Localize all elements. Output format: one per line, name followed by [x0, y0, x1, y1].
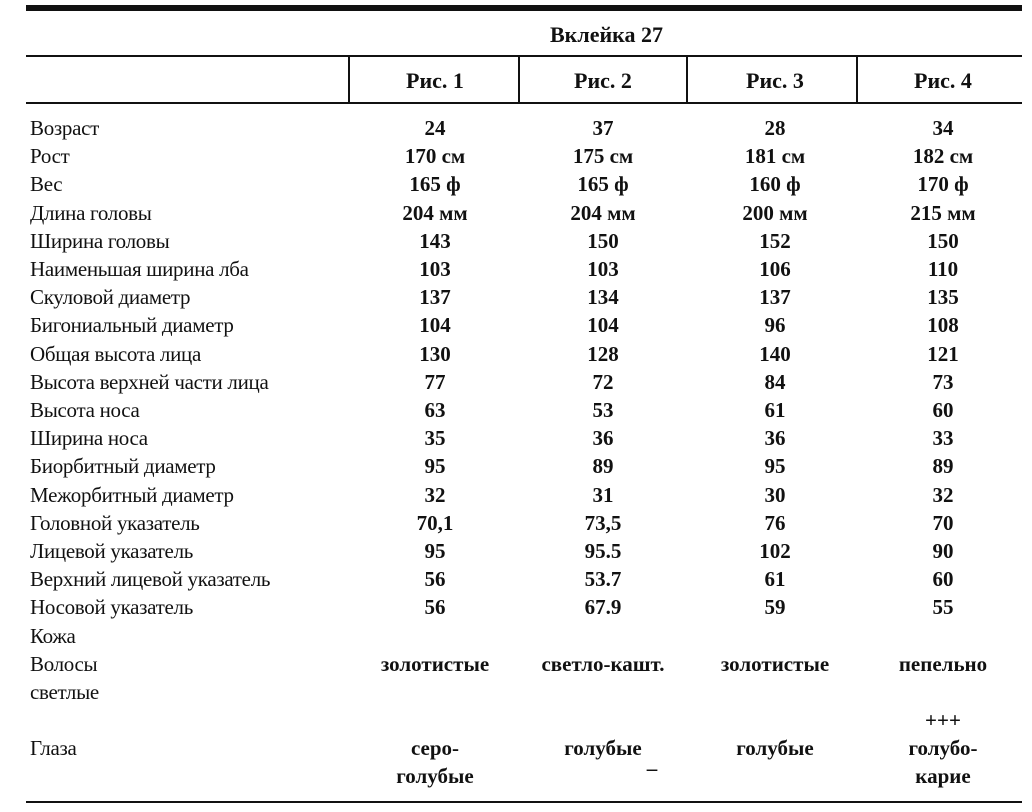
cell-value: 140 [759, 342, 791, 366]
cell-value: 36 [764, 426, 786, 450]
column-header-4: Рис. 4 [914, 68, 972, 93]
cell-value: 181 см [744, 144, 806, 168]
cell-value: 53 [592, 398, 614, 422]
cell-value: 70 [932, 511, 954, 535]
cell-value: 128 [587, 342, 619, 366]
cell-value: 204 мм [570, 201, 636, 225]
row-label: Носовой указатель [30, 595, 194, 619]
cell-value: 104 [587, 313, 619, 337]
dash-mark: – [646, 756, 658, 780]
cell-value: 56 [424, 595, 446, 619]
row-label: Ширина носа [30, 426, 148, 450]
row-label: Лицевой указатель [30, 539, 194, 563]
cell-value: светло-кашт. [541, 652, 665, 676]
cell-value: 73 [932, 370, 954, 394]
cell-value: 130 [419, 342, 451, 366]
cell-value: 37 [592, 116, 614, 140]
row-label: Длина головы [30, 201, 152, 225]
cell-value: 84 [764, 370, 786, 394]
eyes-value-2: голубые [564, 736, 642, 760]
row-label: Верхний лицевой указатель [30, 567, 271, 591]
cell-value: 73,5 [584, 511, 622, 535]
cell-value: 35 [424, 426, 446, 450]
cell-value: 32 [932, 483, 954, 507]
cell-value: 72 [592, 370, 614, 394]
cell-value: 165 ф [577, 172, 629, 196]
cell-value: 67.9 [584, 595, 622, 619]
eyes-value-4: голубо- [908, 736, 978, 760]
eyes-value-4-line2: карие [915, 764, 971, 788]
cell-value: 215 мм [910, 201, 976, 225]
header-top-rule [26, 55, 1022, 57]
eyes-value-1-line2: голубые [396, 764, 474, 788]
top-thick-rule [26, 5, 1022, 11]
cell-value: 59 [764, 595, 786, 619]
cell-value: 165 ф [409, 172, 461, 196]
cell-value: 61 [764, 567, 786, 591]
header-bottom-rule [26, 102, 1022, 104]
cell-value: 182 см [912, 144, 974, 168]
table-title-text: Вклейка 27 [550, 22, 663, 47]
cell-value: 96 [764, 313, 786, 337]
cell-value: 137 [419, 285, 451, 309]
cell-value: 103 [587, 257, 619, 281]
cell-value: 30 [764, 483, 786, 507]
cell-value: 135 [927, 285, 959, 309]
cell-value: 108 [927, 313, 959, 337]
cell-value: 143 [419, 229, 451, 253]
cell-value: 170 см [404, 144, 466, 168]
cell-value: 104 [419, 313, 451, 337]
row-label: Ширина головы [30, 229, 170, 253]
cell-value: 90 [932, 539, 954, 563]
row-label: Высота верхней части лица [30, 370, 269, 394]
cell-value: 150 [927, 229, 959, 253]
row-label: Общая высота лица [30, 342, 202, 366]
cell-value: 55 [932, 595, 954, 619]
cell-value: 63 [424, 398, 446, 422]
cell-value: 89 [592, 454, 614, 478]
eyes-value-3: голубые [736, 736, 814, 760]
row-label: Бигониальный диаметр [30, 313, 234, 337]
cell-value: пепельно [898, 652, 988, 676]
cell-value: 204 мм [402, 201, 468, 225]
plus-marks: +++ [925, 708, 961, 732]
row-label: Возраст [30, 116, 100, 140]
cell-value: 77 [424, 370, 446, 394]
cell-value: 56 [424, 567, 446, 591]
cell-value: 95 [764, 454, 786, 478]
cell-value: 32 [424, 483, 446, 507]
bottom-rule [26, 801, 1022, 803]
row-label: Кожа [30, 624, 76, 648]
row-label: Рост [30, 144, 70, 168]
cell-value: 95 [424, 454, 446, 478]
cell-value: 24 [424, 116, 446, 140]
cell-value: 33 [932, 426, 954, 450]
cell-value: 61 [764, 398, 786, 422]
row-label: Головной указатель [30, 511, 200, 535]
cell-value: 134 [587, 285, 619, 309]
row-label: Высота носа [30, 398, 140, 422]
cell-value: 152 [759, 229, 791, 253]
row-label: Вес [30, 172, 63, 196]
row-label: Межорбитный диаметр [30, 483, 234, 507]
column-header-3: Рис. 3 [746, 68, 804, 93]
column-header-1: Рис. 1 [406, 68, 464, 93]
cell-value: 76 [764, 511, 786, 535]
row-label: светлые [30, 680, 99, 704]
row-label: Наименьшая ширина лба [30, 257, 249, 281]
column-header-2: Рис. 2 [574, 68, 632, 93]
row-label: Волосы [30, 652, 98, 676]
cell-value: 34 [932, 116, 954, 140]
cell-value: 28 [764, 116, 786, 140]
cell-value: 53.7 [584, 567, 622, 591]
cell-value: 175 см [572, 144, 634, 168]
cell-value: золотистые [720, 652, 830, 676]
cell-value: 110 [927, 257, 959, 281]
cell-value: 150 [587, 229, 619, 253]
cell-value: 60 [932, 398, 954, 422]
cell-value: 31 [592, 483, 614, 507]
cell-value: 89 [932, 454, 954, 478]
cell-value: 103 [419, 257, 451, 281]
eyes-label: Глаза [30, 736, 77, 760]
cell-value: 200 мм [742, 201, 808, 225]
cell-value: 70,1 [416, 511, 454, 535]
cell-value: 160 ф [749, 172, 801, 196]
row-label: Биорбитный диаметр [30, 454, 216, 478]
cell-value: 137 [759, 285, 791, 309]
cell-value: золотистые [380, 652, 490, 676]
cell-value: 170 ф [917, 172, 969, 196]
cell-value: 106 [759, 257, 791, 281]
eyes-value-1: серо- [410, 736, 460, 760]
cell-value: 121 [927, 342, 959, 366]
cell-value: 95.5 [584, 539, 622, 563]
cell-value: 60 [932, 567, 954, 591]
cell-value: 36 [592, 426, 614, 450]
row-label: Скуловой диаметр [30, 285, 191, 309]
cell-value: 95 [424, 539, 446, 563]
cell-value: 102 [759, 539, 791, 563]
